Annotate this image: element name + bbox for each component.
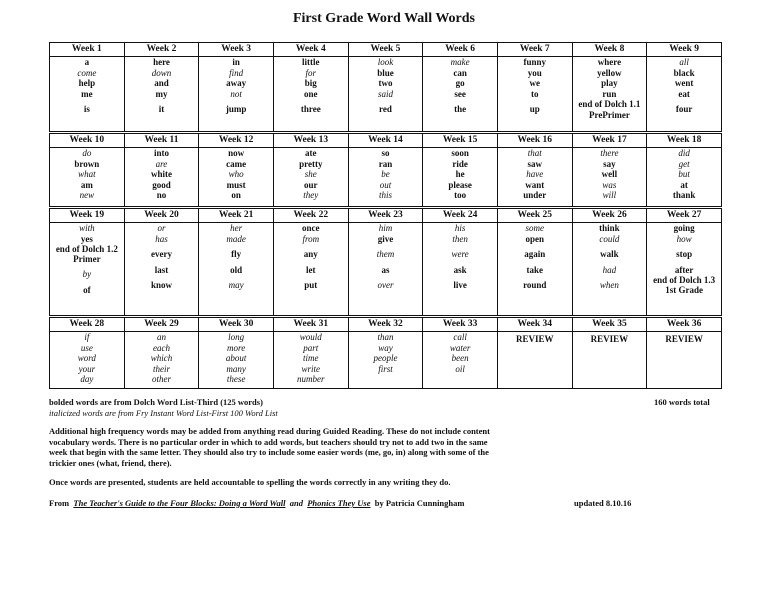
week-words-cell	[423, 332, 498, 389]
word: that	[527, 148, 542, 158]
word: write	[301, 363, 321, 374]
week-words-cell	[348, 332, 423, 389]
word: have	[526, 169, 544, 179]
week-label: Week 12	[199, 134, 274, 148]
word: has	[155, 233, 168, 244]
word: over	[377, 280, 394, 290]
word: play	[601, 78, 618, 88]
word: new	[79, 190, 95, 200]
word: soon	[451, 148, 469, 158]
week-words-cell	[572, 57, 647, 132]
word: end of Dolch 1.2	[55, 244, 118, 254]
word: them	[376, 249, 395, 259]
word: do	[82, 148, 92, 158]
week-words-cell	[423, 223, 498, 316]
word: look	[377, 57, 394, 67]
week-header-row	[50, 209, 722, 223]
word: but	[678, 169, 690, 179]
word: again	[524, 249, 546, 259]
word: Primer	[73, 254, 101, 264]
week-label: Week 22	[273, 209, 348, 223]
word: so	[381, 148, 390, 158]
word: people	[373, 353, 398, 363]
word: last	[154, 264, 169, 275]
word: her	[230, 223, 243, 233]
week-words-cell	[273, 332, 348, 389]
word: well	[601, 169, 618, 179]
word: see	[454, 88, 466, 99]
word-wall-table	[49, 42, 722, 389]
word: 1st Grade	[665, 285, 703, 295]
word: some	[525, 223, 545, 233]
week-label: Week 27	[647, 209, 722, 223]
word: PrePrimer	[589, 109, 630, 120]
word-total: 160 words total	[654, 397, 710, 407]
week-label: Week 5	[348, 43, 423, 57]
word: my	[155, 88, 168, 99]
word: who	[228, 169, 244, 179]
week-label: Week 30	[199, 318, 274, 332]
week-label: Week 32	[348, 318, 423, 332]
word: part	[303, 342, 319, 353]
word: out	[379, 179, 392, 190]
word: yellow	[597, 67, 622, 78]
week-words-cell	[647, 148, 722, 207]
week-words-cell	[647, 57, 722, 132]
word: black	[673, 67, 695, 78]
week-label: Week 4	[273, 43, 348, 57]
week-label: Week 8	[572, 43, 647, 57]
week-label: Week 11	[124, 134, 199, 148]
source-citation	[49, 498, 464, 509]
week-words-cell	[497, 223, 572, 316]
accountability-note: Once words are presented, students are held accountable to spelling the words correctly in any writing they do.	[49, 477, 451, 487]
week-words-cell	[50, 223, 125, 316]
week-words-row	[50, 148, 722, 207]
word: on	[231, 190, 241, 200]
word: they	[303, 190, 319, 200]
week-label: Week 31	[273, 318, 348, 332]
word: can	[453, 67, 467, 78]
week-label: Week 14	[348, 134, 423, 148]
word: four	[675, 104, 693, 114]
word: every	[150, 249, 172, 259]
word: this	[378, 190, 392, 200]
week-label: Week 7	[497, 43, 572, 57]
italic-legend: italicized words are from Fry Instant Word List-First 100 Word List	[49, 408, 278, 418]
word: we	[529, 78, 541, 88]
week-words-cell	[572, 148, 647, 207]
word: after	[674, 264, 694, 275]
review-label: REVIEW	[665, 334, 703, 344]
word: their	[152, 363, 170, 374]
word: how	[676, 233, 692, 244]
word: was	[602, 179, 617, 190]
word: too	[454, 190, 467, 200]
week-label: Week 13	[273, 134, 348, 148]
word: brown	[74, 158, 100, 169]
week-words-cell	[497, 148, 572, 207]
word: him	[378, 223, 393, 233]
word: by	[82, 269, 92, 279]
word: each	[152, 342, 170, 353]
bolded-legend: bolded words are from Dolch Word List-Third (125 words)	[49, 397, 263, 407]
word: little	[302, 57, 320, 67]
week-words-cell	[124, 332, 199, 389]
week-words-cell	[647, 223, 722, 316]
week-words-cell	[423, 57, 498, 132]
word: could	[599, 233, 620, 244]
week-words-cell	[124, 57, 199, 132]
word: walk	[600, 249, 619, 259]
week-label: Week 15	[423, 134, 498, 148]
week-label: Week 6	[423, 43, 498, 57]
word: as	[381, 264, 390, 275]
word: with	[79, 223, 95, 233]
word: what	[78, 169, 96, 179]
word: jump	[225, 104, 247, 114]
word: other	[151, 374, 171, 384]
week-words-cell	[199, 332, 274, 389]
word: is	[83, 104, 90, 114]
word: word	[77, 353, 96, 363]
week-label: Week 34	[497, 318, 572, 332]
word: here	[153, 57, 170, 67]
word: ate	[305, 148, 317, 158]
word: will	[602, 190, 617, 200]
word: am	[80, 179, 93, 190]
week-words-cell	[273, 148, 348, 207]
word: want	[525, 179, 545, 190]
citation-prefix: From	[49, 498, 70, 508]
word: no	[156, 190, 167, 200]
word: any	[303, 249, 318, 259]
word: down	[151, 67, 172, 78]
week-label: Week 20	[124, 209, 199, 223]
word: ran	[378, 158, 393, 169]
word: your	[78, 363, 96, 374]
week-words-cell	[273, 57, 348, 132]
word: take	[526, 264, 544, 275]
word: give	[377, 233, 394, 244]
word: not	[230, 88, 242, 99]
word: made	[226, 233, 246, 244]
week-words-cell	[199, 148, 274, 207]
word: come	[77, 67, 97, 78]
word: end of Dolch 1.3	[653, 275, 716, 285]
word: now	[228, 148, 245, 158]
word: our	[304, 179, 318, 190]
week-label: Week 3	[199, 43, 274, 57]
word: ride	[452, 158, 468, 169]
word: first	[378, 363, 393, 374]
word: are	[155, 158, 168, 169]
review-label: REVIEW	[516, 334, 554, 344]
word: water	[449, 342, 471, 353]
week-words-cell	[572, 223, 647, 316]
word: white	[150, 169, 172, 179]
word: find	[229, 67, 244, 78]
word: big	[304, 78, 317, 88]
word: help	[78, 78, 96, 88]
word: she	[304, 169, 317, 179]
word: stop	[676, 249, 693, 259]
word: if	[84, 332, 90, 342]
word: up	[529, 104, 540, 114]
word: must	[226, 179, 246, 190]
word: number	[297, 374, 325, 384]
word: three	[300, 104, 321, 114]
word: the	[454, 104, 467, 114]
review-label: REVIEW	[590, 334, 629, 344]
word: saw	[527, 158, 543, 169]
word: red	[379, 104, 392, 114]
week-header-row	[50, 43, 722, 57]
word: than	[377, 332, 394, 342]
week-label: Week 28	[50, 318, 125, 332]
week-label: Week 9	[647, 43, 722, 57]
word: for	[305, 67, 317, 78]
word: one	[304, 88, 318, 99]
word: eat	[678, 88, 690, 99]
word: get	[678, 158, 690, 169]
word: think	[599, 223, 620, 233]
word: of	[83, 284, 91, 295]
word: he	[455, 169, 465, 179]
book-title-1: The Teacher's Guide to the Four Blocks: Doing a Word Wall	[73, 498, 286, 508]
word: know	[150, 280, 172, 290]
week-header-row	[50, 134, 722, 148]
week-words-cell	[199, 57, 274, 132]
word: came	[226, 158, 247, 169]
word: at	[680, 179, 688, 190]
word: me	[81, 88, 93, 99]
word: under	[523, 190, 547, 200]
word: had	[602, 264, 617, 275]
word: from	[302, 233, 320, 244]
week-words-row	[50, 332, 722, 389]
word: way	[378, 342, 393, 353]
word: old	[230, 264, 243, 275]
word: run	[602, 88, 617, 99]
word: and	[154, 78, 169, 88]
word: please	[448, 179, 472, 190]
word: which	[150, 353, 173, 363]
week-label: Week 35	[572, 318, 647, 332]
week-label: Week 17	[572, 134, 647, 148]
word: many	[226, 363, 246, 374]
week-words-cell	[50, 57, 125, 132]
word: been	[451, 353, 469, 363]
word: pretty	[299, 158, 323, 169]
week-label: Week 2	[124, 43, 199, 57]
word: long	[228, 332, 245, 342]
book-title-2: Phonics They Use	[307, 498, 371, 508]
word: fly	[231, 249, 242, 259]
word: let	[306, 264, 316, 275]
week-words-cell	[572, 332, 647, 389]
week-label: Week 23	[348, 209, 423, 223]
word: yes	[80, 233, 93, 244]
word: there	[600, 148, 619, 158]
word: put	[304, 280, 318, 290]
word: round	[523, 280, 547, 290]
week-words-cell	[497, 57, 572, 132]
week-words-cell	[50, 332, 125, 389]
week-label: Week 1	[50, 43, 125, 57]
page-title: First Grade Word Wall Words	[292, 11, 476, 26]
word: where	[597, 57, 622, 67]
week-label: Week 24	[423, 209, 498, 223]
word: say	[603, 158, 616, 169]
word: would	[299, 332, 322, 342]
additional-words-note: Additional high frequency words may be added from anything read during Guided Reading. These do not include content vocabulary words. There is no particular order in which to add words, but teachers should try not to add two in the same week that begin with the same letter. They should also try to include some easier words (me, go, in) along with some of the trickier ones (what, friend, there).	[49, 426, 490, 468]
word: funny	[523, 57, 547, 67]
word: make	[450, 57, 470, 67]
word: all	[679, 57, 689, 67]
word: good	[152, 179, 171, 190]
week-words-cell	[348, 148, 423, 207]
week-words-cell	[348, 57, 423, 132]
word: said	[377, 88, 393, 99]
week-words-cell	[497, 332, 572, 389]
word: go	[455, 78, 465, 88]
word: you	[527, 67, 542, 78]
word: going	[673, 223, 695, 233]
week-words-cell	[423, 148, 498, 207]
word: did	[678, 148, 690, 158]
week-label: Week 18	[647, 134, 722, 148]
word: an	[156, 332, 166, 342]
word: or	[157, 223, 166, 233]
week-words-row	[50, 223, 722, 316]
week-label: Week 36	[647, 318, 722, 332]
word: be	[381, 169, 390, 179]
word: end of Dolch 1.1	[578, 99, 641, 109]
week-header-row	[50, 318, 722, 332]
week-words-cell	[199, 223, 274, 316]
word: oil	[455, 363, 465, 374]
word: open	[525, 233, 545, 244]
word: about	[225, 353, 247, 363]
word: a	[84, 57, 90, 67]
week-label: Week 16	[497, 134, 572, 148]
week-label: Week 10	[50, 134, 125, 148]
week-words-cell	[124, 223, 199, 316]
word: ask	[453, 264, 467, 275]
word: then	[452, 233, 468, 244]
word: call	[453, 332, 467, 342]
word: to	[531, 88, 539, 99]
word: more	[227, 342, 246, 353]
week-words-cell	[647, 332, 722, 389]
word: into	[153, 148, 169, 158]
citation-author: by Patricia Cunningham	[374, 498, 465, 508]
word: went	[674, 78, 694, 88]
week-label: Week 21	[199, 209, 274, 223]
word: blue	[377, 67, 394, 78]
week-words-cell	[273, 223, 348, 316]
word: use	[80, 342, 93, 353]
word: two	[378, 78, 393, 88]
word: were	[451, 249, 469, 259]
word: live	[453, 280, 467, 290]
week-label: Week 33	[423, 318, 498, 332]
word: in	[232, 57, 240, 67]
word: these	[226, 374, 246, 384]
week-words-cell	[348, 223, 423, 316]
word: when	[599, 280, 619, 290]
word: day	[80, 374, 94, 384]
word: away	[226, 78, 247, 88]
word: it	[158, 104, 165, 114]
word: once	[302, 223, 320, 233]
word: time	[303, 353, 319, 363]
week-label: Week 19	[50, 209, 125, 223]
week-label: Week 29	[124, 318, 199, 332]
week-words-row	[50, 57, 722, 132]
week-label: Week 26	[572, 209, 647, 223]
week-label: Week 25	[497, 209, 572, 223]
updated-date: updated 8.10.16	[574, 498, 632, 508]
word: thank	[672, 190, 696, 200]
word: his	[454, 223, 466, 233]
citation-and: and	[289, 498, 303, 508]
week-words-cell	[50, 148, 125, 207]
word: may	[228, 280, 244, 290]
week-words-cell	[124, 148, 199, 207]
